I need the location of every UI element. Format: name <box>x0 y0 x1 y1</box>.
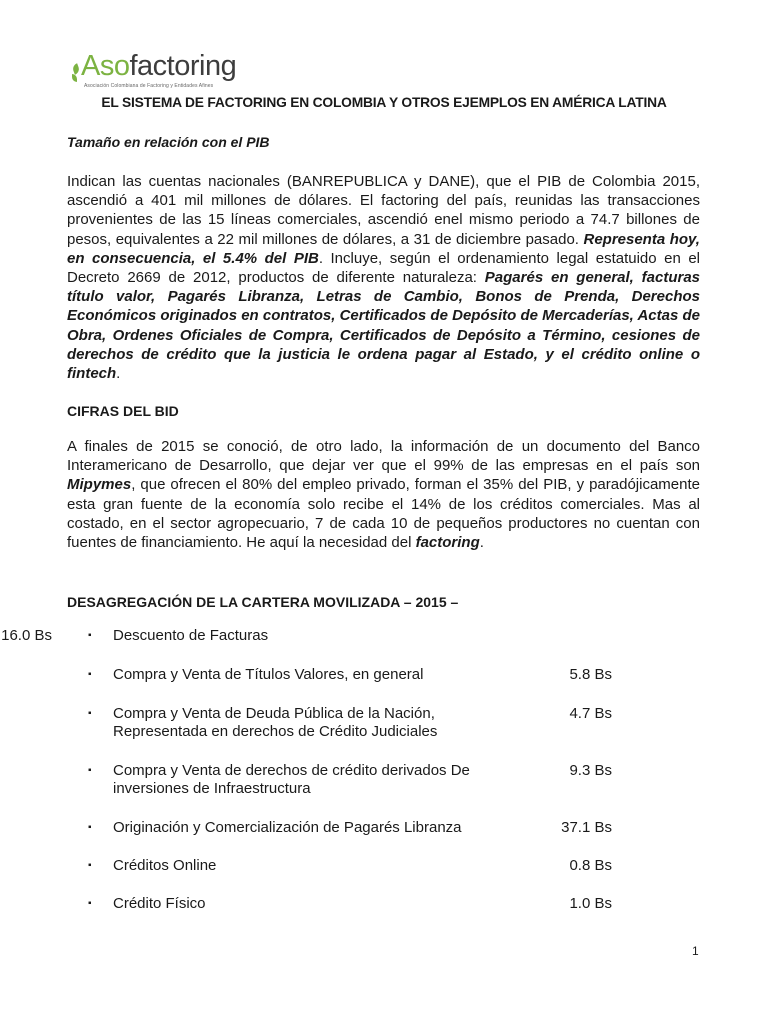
section-heading-desagregacion: DESAGREGACIÓN DE LA CARTERA MOVILIZADA – 2015 – <box>67 594 459 610</box>
logo-tagline: Asociación Colombiana de Factoring y Entidades Afines <box>84 83 214 89</box>
leaf-icon-small <box>72 74 77 82</box>
item-label: Créditos Online <box>113 857 217 874</box>
item-value: 16.0 Bs <box>1 627 52 644</box>
bullet-icon: ▪ <box>88 822 92 833</box>
product-list-highlight: Pagarés en general, facturas título valor, Pagarés Libranza, Letras de Cambio, Bonos de Prenda, Derechos Económicos originados en contratos, Certificados de Depósito de Mercaderías, Actas de Obra, Ordenes Oficiales de Compra, Certificados de Depósito a Término, cesiones de derechos de crédito que la justicia le ordena pagar al Estado, y el crédito online o fintech <box>67 269 701 383</box>
item-label: Compra y Venta de Deuda Pública de la Nación, Representada en derechos de Crédito Judiciales <box>113 705 438 740</box>
bullet-icon: ▪ <box>88 860 92 871</box>
item-value: 0.8 Bs <box>569 857 612 874</box>
logo-wordmark: Asofactoring <box>81 50 237 82</box>
document-title: EL SISTEMA DE FACTORING EN COLOMBIA Y OTROS EJEMPLOS EN AMÉRICA LATINA <box>101 95 667 110</box>
item-value: 5.8 Bs <box>569 666 612 683</box>
bullet-icon: ▪ <box>88 708 92 719</box>
item-value: 37.1 Bs <box>561 819 612 836</box>
item-label: Compra y Venta de derechos de crédito derivados De inversiones de Infraestructura <box>113 762 470 797</box>
item-value: 4.7 Bs <box>569 705 612 722</box>
page-number: 1 <box>692 944 699 958</box>
item-label: Descuento de Facturas <box>113 627 269 644</box>
paragraph-bid: A finales de 2015 se conoció, de otro lado, la información de un documento del Banco Interamericano de Desarrollo, que dejar ver que el 99% de las empresas en el país son Mipymes, que ofrecen el 80% del empleo privado, forman el 35% del PIB, y paradójicamente esta gran fuente de la economía solo recibe el 14% de los créditos comerciales. Mas al costado, en el sector agropecuario, 7 de cada 10 de pequeños productores no cuentan con fuentes de financiamiento. He aquí la necesidad del factoring. <box>67 438 700 552</box>
bullet-icon: ▪ <box>88 630 92 641</box>
asofactoring-logo <box>70 50 245 89</box>
item-label: Compra y Venta de Títulos Valores, en general <box>113 666 424 683</box>
item-label: Originación y Comercialización de Pagarés Libranza <box>113 819 462 836</box>
bullet-icon: ▪ <box>88 765 92 776</box>
item-value: 9.3 Bs <box>569 762 612 779</box>
item-value: 1.0 Bs <box>569 895 612 912</box>
factoring-highlight: factoring <box>415 534 480 552</box>
item-label: Crédito Físico <box>113 895 206 912</box>
section-heading-pib: Tamaño en relación con el PIB <box>67 134 270 150</box>
leaf-icon <box>71 63 80 74</box>
bullet-icon: ▪ <box>88 898 92 909</box>
pib-highlight: Representa hoy, en consecuencia, el 5.4% del PIB <box>67 230 700 267</box>
section-heading-bid: CIFRAS DEL BID <box>67 403 179 419</box>
bullet-icon: ▪ <box>88 669 92 680</box>
mipymes-highlight: Mipymes <box>67 476 132 494</box>
paragraph-pib: Indican las cuentas nacionales (BANREPUBLICA y DANE), que el PIB de Colombia 2015, ascendió a 401 mil millones de dólares. El factoring del país, reunidas las transacciones provenientes de las 15 líneas comerciales, ascendió enel mismo periodo a 74.7 billones de pesos, equivalentes a 22 mil millones de dólares, a 31 de diciembre pasado. Representa hoy, en consecuencia, el 5.4% del PIB. Incluye, según el ordenamiento legal estatuido en el Decreto 2669 de 2012, productos de diferente naturaleza: Pagarés en general, facturas título valor, Pagarés Libranza, Letras de Cambio, Bonos de Prenda, Derechos Económicos originados en contratos, Certificados de Depósito de Mercaderías, Actas de Obra, Ordenes Oficiales de Compra, Certificados de Depósito a Término, cesiones de derechos de crédito que la justicia le ordena pagar al Estado, y el crédito online o fintech. <box>67 173 701 383</box>
